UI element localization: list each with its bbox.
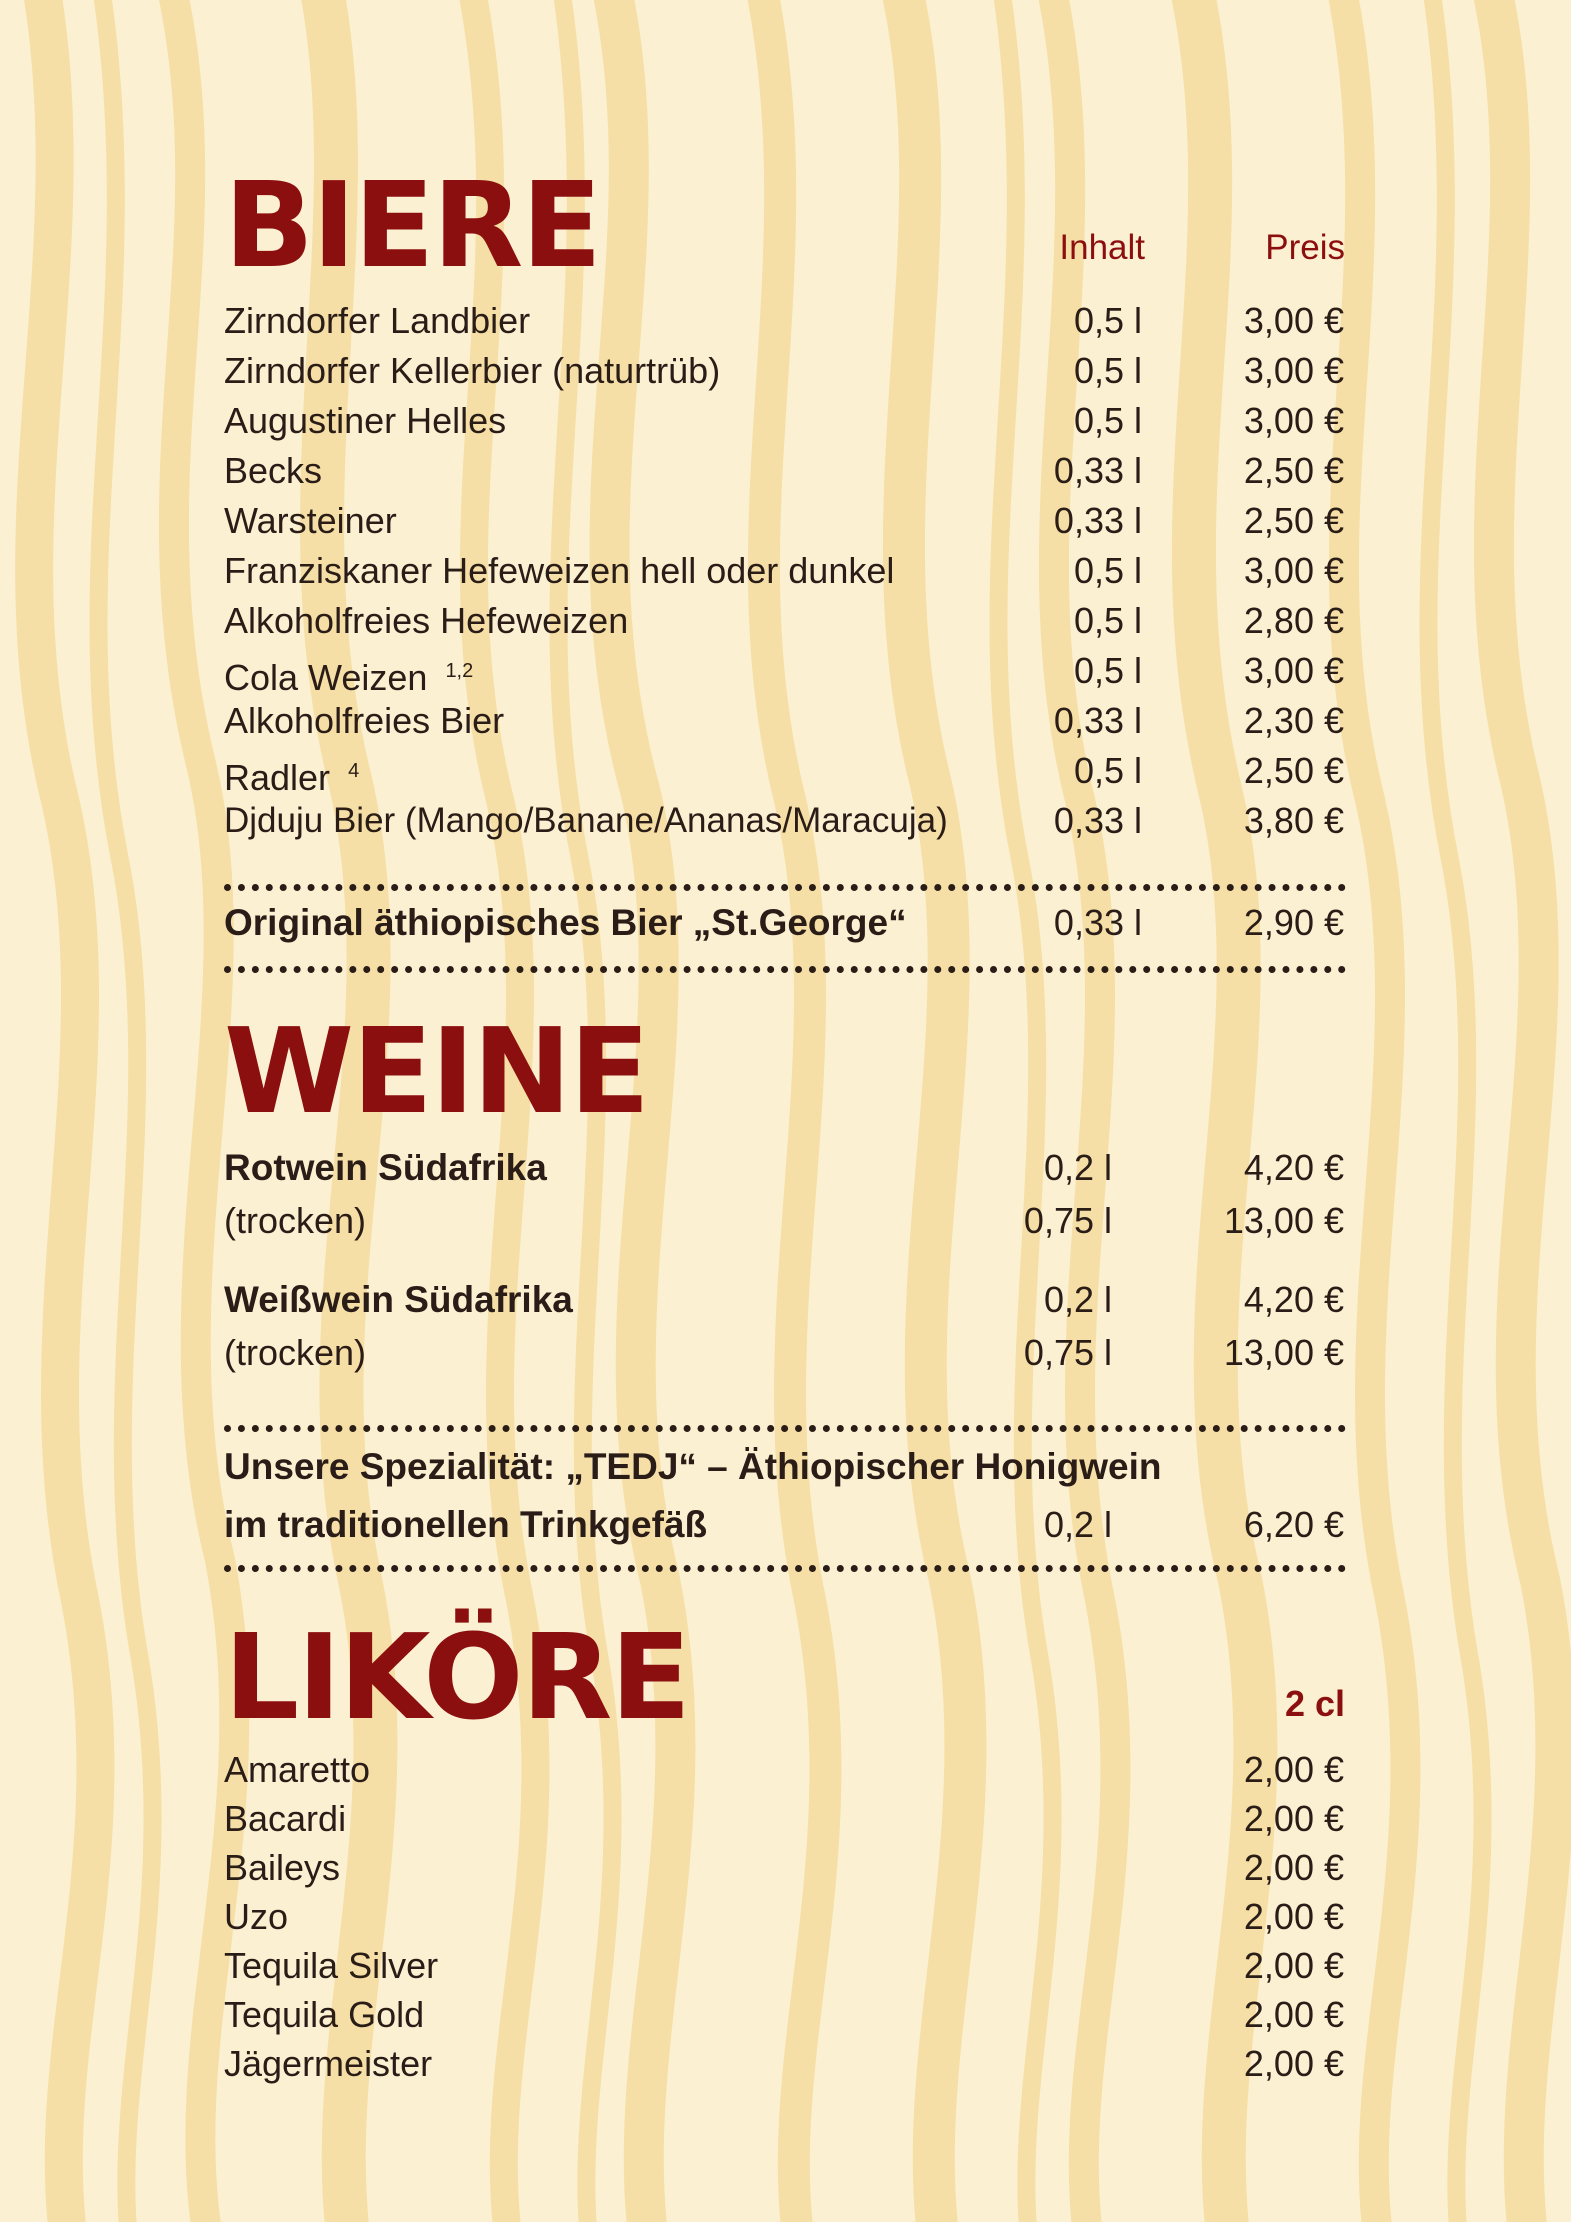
liqueur-name: Amaretto: [224, 1749, 371, 1790]
liqueur-row: [224, 1843, 1344, 1893]
beer-name: Warsteiner: [224, 500, 397, 541]
beer-volume: 0,33 l: [1053, 500, 1142, 541]
section-title-likoere: LIKÖRE: [224, 1608, 690, 1746]
wine-row: [224, 1328, 1344, 1378]
liqueur-name: Uzo: [224, 1896, 289, 1937]
wine-volume: 0,2 l: [1043, 1147, 1112, 1188]
beer-row: [224, 746, 1344, 796]
wine-name: Weißwein Südafrika: [224, 1279, 573, 1320]
additive-footnote: 4: [348, 760, 360, 782]
wine-volume: 0,75 l: [1023, 1200, 1112, 1241]
liqueur-name: Jägermeister: [224, 2043, 433, 2084]
column-header-2cl: 2 cl: [1284, 1683, 1345, 1724]
liqueur-name: Tequila Gold: [224, 1994, 425, 2035]
beer-name: Djduju Bier (Mango/Banane/Ananas/Maracuja): [224, 801, 948, 840]
wine-price: 13,00 €: [1223, 1200, 1344, 1241]
beer-row: [224, 296, 1344, 346]
beer-price: 2,50 €: [1243, 500, 1344, 541]
beer-volume: 0,5 l: [1073, 300, 1142, 341]
wine-row: [224, 1143, 1344, 1193]
wine-volume: 0,2 l: [1043, 1279, 1112, 1320]
wine-volume: 0,75 l: [1023, 1332, 1112, 1373]
liqueur-price: 2,00 €: [1243, 1896, 1344, 1937]
liqueur-name: Tequila Silver: [224, 1945, 439, 1986]
beer-price: 2,30 €: [1243, 700, 1344, 741]
beer-row: [224, 696, 1344, 746]
tedj-price: 6,20 €: [1243, 1504, 1344, 1545]
beer-price: 3,00 €: [1243, 550, 1344, 591]
beer-row: [224, 496, 1344, 546]
beer-name: Franziskaner Hefeweizen hell oder dunkel: [224, 550, 895, 591]
beer-name: Zirndorfer Kellerbier (naturtrüb): [224, 350, 721, 391]
wine-note: (trocken): [224, 1200, 367, 1241]
liqueur-price: 2,00 €: [1243, 1749, 1344, 1790]
beer-price: 3,00 €: [1243, 350, 1344, 391]
liqueur-row: [224, 1892, 1344, 1942]
tedj-special-row: [224, 1500, 1344, 1550]
beer-price: 2,50 €: [1243, 750, 1344, 791]
beer-name: Alkoholfreies Bier: [224, 700, 505, 741]
section-title-weine: WEINE: [224, 1002, 649, 1140]
dotted-divider: [224, 966, 1346, 973]
wine-note: (trocken): [224, 1332, 367, 1373]
beer-volume: 0,5 l: [1073, 650, 1142, 691]
special-beer-volume: 0,33 l: [1053, 902, 1142, 943]
wine-price: 4,20 €: [1243, 1147, 1344, 1188]
beer-row: [224, 346, 1344, 396]
beer-volume: 0,5 l: [1073, 350, 1142, 391]
beer-row: [224, 796, 1344, 846]
beer-volume: 0,5 l: [1073, 400, 1142, 441]
liqueur-price: 2,00 €: [1243, 1798, 1344, 1839]
liqueur-row: [224, 1794, 1344, 1844]
beer-volume: 0,33 l: [1053, 450, 1142, 491]
dotted-divider: [224, 1565, 1346, 1572]
wine-price: 13,00 €: [1223, 1332, 1344, 1373]
section-title-biere: BIERE: [224, 156, 600, 294]
beer-name: Cola Weizen: [224, 657, 428, 698]
liqueur-row: [224, 2039, 1344, 2089]
special-beer-price: 2,90 €: [1243, 902, 1344, 943]
tedj-special-heading: [224, 1442, 1344, 1492]
liqueur-price: 2,00 €: [1243, 1994, 1344, 2035]
liqueur-price: 2,00 €: [1243, 1847, 1344, 1888]
beer-row: [224, 446, 1344, 496]
liqueur-price: 2,00 €: [1243, 2043, 1344, 2084]
beer-volume: 0,5 l: [1073, 750, 1142, 791]
wine-price: 4,20 €: [1243, 1279, 1344, 1320]
beer-row: [224, 546, 1344, 596]
beer-name: Radler: [224, 757, 331, 798]
liqueur-row: [224, 1941, 1344, 1991]
beer-row: [224, 646, 1344, 696]
beer-volume: 0,33 l: [1053, 800, 1142, 841]
column-header-preis: Preis: [1265, 228, 1345, 267]
additive-footnote: 1,2: [445, 660, 474, 682]
beer-row: [224, 396, 1344, 446]
beer-volume: 0,5 l: [1073, 600, 1142, 641]
beer-row: [224, 596, 1344, 646]
tedj-volume: 0,2 l: [1043, 1504, 1112, 1545]
beer-price: 2,80 €: [1243, 600, 1344, 641]
special-beer-row: [224, 898, 1344, 948]
beer-price: 2,50 €: [1243, 450, 1344, 491]
wine-row: [224, 1275, 1344, 1325]
beer-name: Augustiner Helles: [224, 400, 507, 441]
special-beer-name: Original äthiopisches Bier „St.George“: [224, 902, 907, 943]
beer-price: 3,00 €: [1243, 650, 1344, 691]
liqueur-row: [224, 1990, 1344, 2040]
liqueur-row: [224, 1745, 1344, 1795]
tedj-special-line1: Unsere Spezialität: „TEDJ“ – Äthiopischer Honigwein: [224, 1446, 1162, 1487]
beer-price: 3,80 €: [1243, 800, 1344, 841]
dotted-divider: [224, 1425, 1346, 1432]
liqueur-name: Baileys: [224, 1847, 341, 1888]
beer-volume: 0,33 l: [1053, 700, 1142, 741]
liqueur-name: Bacardi: [224, 1798, 347, 1839]
dotted-divider: [224, 884, 1346, 891]
wine-name: Rotwein Südafrika: [224, 1147, 547, 1188]
beer-volume: 0,5 l: [1073, 550, 1142, 591]
wine-row: [224, 1196, 1344, 1246]
beer-price: 3,00 €: [1243, 300, 1344, 341]
column-header-inhalt: Inhalt: [1059, 228, 1145, 267]
beer-name: Zirndorfer Landbier: [224, 300, 531, 341]
beer-name: Alkoholfreies Hefeweizen: [224, 600, 629, 641]
liqueur-price: 2,00 €: [1243, 1945, 1344, 1986]
beer-name: Becks: [224, 450, 323, 491]
beer-price: 3,00 €: [1243, 400, 1344, 441]
tedj-special-line2: im traditionellen Trinkgefäß: [224, 1504, 708, 1545]
